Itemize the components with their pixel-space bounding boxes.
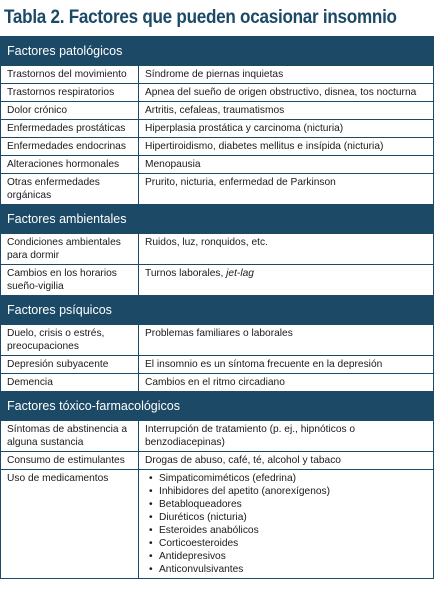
table-row xyxy=(1,234,434,265)
table-row xyxy=(1,120,434,138)
table-row xyxy=(1,470,434,579)
section-header-psychic: Factores psíquicos xyxy=(1,296,434,325)
factor-cell: Síntomas de abstinencia a alguna sustancia xyxy=(1,421,139,452)
factor-cell: Enfermedades endocrinas xyxy=(1,138,139,156)
factor-cell: Consumo de estimulantes xyxy=(1,452,139,470)
example-cell: Cambios en el ritmo circadiano xyxy=(139,374,434,392)
factor-cell: Cambios en los horarios sueño-vigilia xyxy=(1,265,139,296)
list-item: • Esteroides anabólicos xyxy=(159,524,429,537)
list-item: • Diuréticos (nicturia) xyxy=(159,511,429,524)
example-cell: Drogas de abuso, café, té, alcohol y tabaco xyxy=(139,452,434,470)
table-row xyxy=(1,84,434,102)
example-text: Turnos laborales, xyxy=(145,268,227,279)
table-row xyxy=(1,452,434,470)
table-title: Tabla 2. Factores que pueden ocasionar insomnio xyxy=(4,7,397,28)
example-cell: Hipertiroidismo, diabetes mellitus e insípida (nicturia) xyxy=(139,138,434,156)
list-item: • Simpaticomiméticos (efedrina) xyxy=(159,472,429,485)
example-cell: Problemas familiares o laborales xyxy=(139,325,434,356)
factor-cell: Trastornos del movimiento xyxy=(1,66,139,84)
list-item: • Anticonvulsivantes xyxy=(159,563,429,576)
example-cell: El insomnio es un síntoma frecuente en la depresión xyxy=(139,356,434,374)
section-header-toxic-pharmacological: Factores tóxico-farmacológicos xyxy=(1,392,434,421)
insomnia-factors-table xyxy=(0,36,434,579)
section-header-environmental: Factores ambientales xyxy=(1,205,434,234)
medication-list xyxy=(145,472,429,576)
table-row xyxy=(1,356,434,374)
example-cell xyxy=(139,265,434,296)
example-cell: Ruidos, luz, ronquidos, etc. xyxy=(139,234,434,265)
example-cell xyxy=(139,470,434,579)
example-cell: Menopausia xyxy=(139,156,434,174)
section-header-pathological: Factores patológicos xyxy=(1,37,434,66)
list-item: • Antidepresivos xyxy=(159,550,429,563)
factor-cell: Otras enfermedades orgánicas xyxy=(1,174,139,205)
example-cell: Interrupción de tratamiento (p. ej., hipnóticos o benzodiacepinas) xyxy=(139,421,434,452)
factor-cell: Enfermedades prostáticas xyxy=(1,120,139,138)
example-cell: Apnea del sueño de origen obstructivo, disnea, tos nocturna xyxy=(139,84,434,102)
example-cell: Hiperplasia prostática y carcinoma (nicturia) xyxy=(139,120,434,138)
example-cell: Artritis, cefaleas, traumatismos xyxy=(139,102,434,120)
factor-cell: Duelo, crisis o estrés, preocupaciones xyxy=(1,325,139,356)
table-row xyxy=(1,325,434,356)
factor-cell: Demencia xyxy=(1,374,139,392)
table-row xyxy=(1,265,434,296)
table-row xyxy=(1,138,434,156)
table-row xyxy=(1,102,434,120)
section-header-row xyxy=(1,205,434,234)
list-item: • Corticoesteroides xyxy=(159,537,429,550)
table-row xyxy=(1,421,434,452)
example-cell: Prurito, nicturia, enfermedad de Parkinson xyxy=(139,174,434,205)
list-item: • Inhibidores del apetito (anorexígenos) xyxy=(159,485,429,498)
factor-cell: Alteraciones hormonales xyxy=(1,156,139,174)
section-header-row xyxy=(1,37,434,66)
factor-cell: Depresión subyacente xyxy=(1,356,139,374)
factor-cell: Trastornos respiratorios xyxy=(1,84,139,102)
section-header-row xyxy=(1,392,434,421)
example-cell: Síndrome de piernas inquietas xyxy=(139,66,434,84)
factor-cell: Condiciones ambientales para dormir xyxy=(1,234,139,265)
table-row xyxy=(1,174,434,205)
list-item: • Betabloqueadores xyxy=(159,498,429,511)
factor-cell: Dolor crónico xyxy=(1,102,139,120)
section-header-row xyxy=(1,296,434,325)
example-italic-text: jet-lag xyxy=(226,268,254,279)
table-row xyxy=(1,156,434,174)
table-row xyxy=(1,66,434,84)
factor-cell: Uso de medicamentos xyxy=(1,470,139,579)
table-row xyxy=(1,374,434,392)
